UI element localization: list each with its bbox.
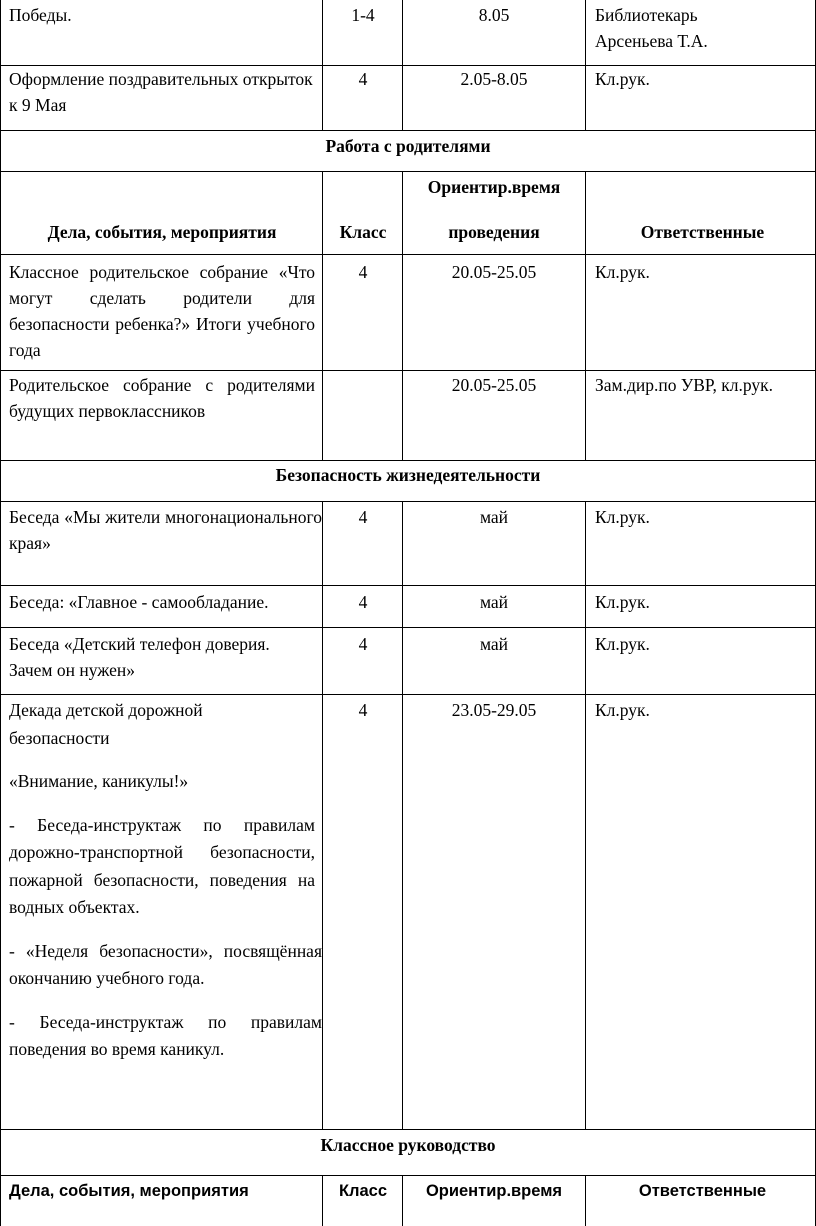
row-time: май bbox=[479, 592, 509, 612]
row-event: Беседа: «Главное - самообладание. bbox=[9, 592, 269, 612]
event-paragraph: - Беседа-инструктаж по правилам поведения во время каникул. bbox=[9, 1011, 322, 1059]
section-title-classroom: Классное руководство bbox=[320, 1135, 496, 1155]
row-event-multiparagraph bbox=[9, 697, 322, 1064]
row-time: 8.05 bbox=[478, 5, 510, 25]
header-event: Дела, события, мероприятия bbox=[9, 1182, 249, 1200]
row-event: Оформление поздравительных открыток к 9 Мая bbox=[9, 69, 313, 115]
row-time: 23.05-29.05 bbox=[451, 700, 537, 720]
row-time: май bbox=[479, 507, 509, 527]
row-responsible: Кл.рук. bbox=[595, 592, 650, 612]
row-responsible: Кл.рук. bbox=[595, 700, 650, 720]
row-responsible: Кл.рук. bbox=[595, 69, 650, 89]
header-class: Класс bbox=[338, 1182, 388, 1200]
row-responsible: Библиотекарь Арсеньева Т.А. bbox=[595, 5, 708, 51]
event-paragraph: «Внимание, каникулы!» bbox=[9, 771, 189, 791]
row-responsible: Кл.рук. bbox=[595, 634, 650, 654]
row-responsible: Зам.дир.по УВР, кл.рук. bbox=[595, 375, 773, 395]
header-event: Дела, события, мероприятия bbox=[47, 222, 277, 242]
header-time-line1: Ориентир.время bbox=[427, 177, 561, 197]
row-class: 4 bbox=[358, 634, 368, 654]
row-event: Беседа «Мы жители многонационального края» bbox=[9, 507, 322, 553]
row-event: Беседа «Детский телефон доверия. Зачем он нужен» bbox=[9, 634, 270, 680]
row-time: май bbox=[479, 634, 509, 654]
header-class: Класс bbox=[339, 222, 387, 242]
row-class: 4 bbox=[358, 592, 368, 612]
section-title-parents: Работа с родителями bbox=[325, 136, 491, 156]
header-responsible: Ответственные bbox=[640, 222, 765, 242]
event-paragraph: - «Неделя безопасности», посвящённая окончанию учебного года. bbox=[9, 940, 322, 988]
row-time: 2.05-8.05 bbox=[460, 69, 528, 89]
row-class: 4 bbox=[358, 262, 368, 282]
row-responsible: Кл.рук. bbox=[595, 507, 650, 527]
event-paragraph: - Беседа-инструктаж по правилам дорожно-транспортной безопасности, пожарной безопасности, поведения на водных объектах. bbox=[9, 814, 315, 917]
row-class: 4 bbox=[358, 507, 368, 527]
row-class: 1-4 bbox=[351, 5, 375, 25]
header-responsible: Ответственные bbox=[638, 1182, 767, 1200]
row-time: 20.05-25.05 bbox=[451, 375, 537, 395]
row-class: 4 bbox=[358, 700, 368, 720]
row-time: 20.05-25.05 bbox=[451, 262, 537, 282]
row-event: Родительское собрание с родителями будущих первоклассников bbox=[9, 375, 315, 421]
row-event: Победы. bbox=[9, 5, 72, 25]
section-title-safety: Безопасность жизнедеятельности bbox=[275, 465, 541, 485]
row-class: 4 bbox=[358, 69, 368, 89]
event-paragraph: Декада детской дорожной безопасности bbox=[9, 700, 203, 748]
row-responsible: Кл.рук. bbox=[595, 262, 650, 282]
row-event: Классное родительское собрание «Что могут сделать родители для безопасности ребенка?» Итоги учебного года bbox=[9, 262, 315, 360]
header-time: Ориентир.время bbox=[425, 1182, 563, 1200]
header-time-line2: проведения bbox=[448, 222, 540, 242]
